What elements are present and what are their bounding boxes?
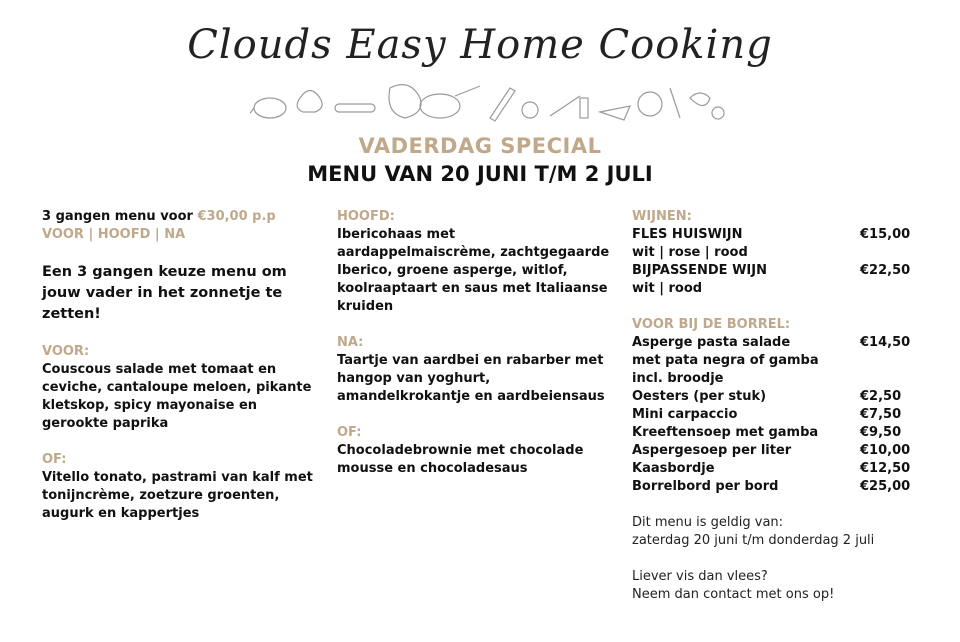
borrel-row bbox=[632, 460, 922, 478]
borrel-name: Kaasbordje bbox=[632, 461, 715, 476]
brand-title: Clouds Easy Home Cooking bbox=[187, 22, 773, 68]
borrel-price: €2,50 bbox=[860, 389, 902, 404]
borrel-name: Kreeftensoep met gamba bbox=[632, 425, 819, 440]
borrel-name: Asperge pasta salade bbox=[632, 335, 791, 350]
wine-price: €22,50 bbox=[860, 263, 911, 278]
of-text: Vitello tonato, pastrami van kalf met tonijncrème, zoetzure groenten, augurk en kappertjes bbox=[42, 470, 313, 521]
borrel-heading: VOOR BIJ DE BORREL: bbox=[632, 317, 791, 332]
intro-text: 3 gangen menu voor bbox=[42, 209, 198, 224]
of-heading-2: OF: bbox=[337, 425, 362, 440]
borrel-name: Borrelbord per bord bbox=[632, 479, 779, 494]
borrel-row bbox=[632, 424, 922, 442]
wine-row bbox=[632, 226, 922, 244]
wijnen-heading: WIJNEN: bbox=[632, 209, 692, 224]
borrel-sub: incl. broodje bbox=[632, 371, 724, 386]
na-heading: NA: bbox=[337, 335, 364, 350]
borrel-row bbox=[632, 442, 922, 460]
wine-price: €15,00 bbox=[860, 227, 911, 242]
course-list: VOOR | HOOFD | NA bbox=[42, 227, 186, 242]
borrel-price: €12,50 bbox=[860, 461, 911, 476]
menu-dates: MENU VAN 20 JUNI T/M 2 JULI bbox=[307, 162, 653, 186]
borrel-row bbox=[632, 388, 922, 406]
borrel-name: Mini carpaccio bbox=[632, 407, 738, 422]
contact-note: Neem dan contact met ons op! bbox=[632, 587, 835, 602]
borrel-name: Oesters (per stuk) bbox=[632, 389, 767, 404]
of-text-2: Chocoladebrownie met chocolade mousse en chocoladesaus bbox=[337, 443, 584, 476]
wine-sub: wit | rose | rood bbox=[632, 245, 748, 260]
valid-note: Dit menu is geldig van: bbox=[632, 515, 784, 530]
borrel-price: €25,00 bbox=[860, 479, 911, 494]
borrel-price: €9,50 bbox=[860, 425, 902, 440]
intro-price: €30,00 p.p bbox=[197, 209, 276, 224]
of-heading: OF: bbox=[42, 452, 67, 467]
voor-heading: VOOR: bbox=[42, 344, 90, 359]
column-middle bbox=[337, 208, 617, 478]
borrel-name: Aspergesoep per liter bbox=[632, 443, 792, 458]
borrel-sub: met pata negra of gamba bbox=[632, 353, 819, 368]
borrel-price: €7,50 bbox=[860, 407, 902, 422]
special-title: VADERDAG SPECIAL bbox=[358, 134, 602, 158]
wine-row bbox=[632, 262, 922, 280]
column-right bbox=[632, 208, 922, 604]
na-text: Taartje van aardbei en rabarber met hangop van yoghurt, amandelkrokantje en aardbeiensaus bbox=[337, 353, 605, 404]
borrel-row bbox=[632, 406, 922, 424]
borrel-row bbox=[632, 478, 922, 496]
cooking-doodles-icon bbox=[250, 68, 730, 128]
wine-name: FLES HUISWIJN bbox=[632, 227, 743, 242]
borrel-row bbox=[632, 334, 922, 352]
contact-note: Liever vis dan vlees? bbox=[632, 569, 768, 584]
column-left bbox=[42, 208, 322, 523]
intro-line bbox=[42, 208, 322, 226]
voor-text: Couscous salade met tomaat en ceviche, cantaloupe meloen, pikante kletskop, spicy mayonaise en gerookte paprika bbox=[42, 362, 312, 431]
wine-sub: wit | rood bbox=[632, 281, 703, 296]
borrel-price: €14,50 bbox=[860, 335, 911, 350]
pitch-text: Een 3 gangen keuze menu om jouw vader in het zonnetje te zetten! bbox=[42, 264, 287, 322]
hoofd-heading: HOOFD: bbox=[337, 209, 395, 224]
hoofd-text: Ibericohaas met aardappelmaiscrème, zachtgegaarde Iberico, groene asperge, witlof, koolraaptaart en saus met Italiaanse kruiden bbox=[337, 227, 610, 314]
valid-note: zaterdag 20 juni t/m donderdag 2 juli bbox=[632, 533, 875, 548]
logo bbox=[0, 18, 960, 128]
borrel-price: €10,00 bbox=[860, 443, 911, 458]
wine-name: BIJPASSENDE WIJN bbox=[632, 263, 767, 278]
